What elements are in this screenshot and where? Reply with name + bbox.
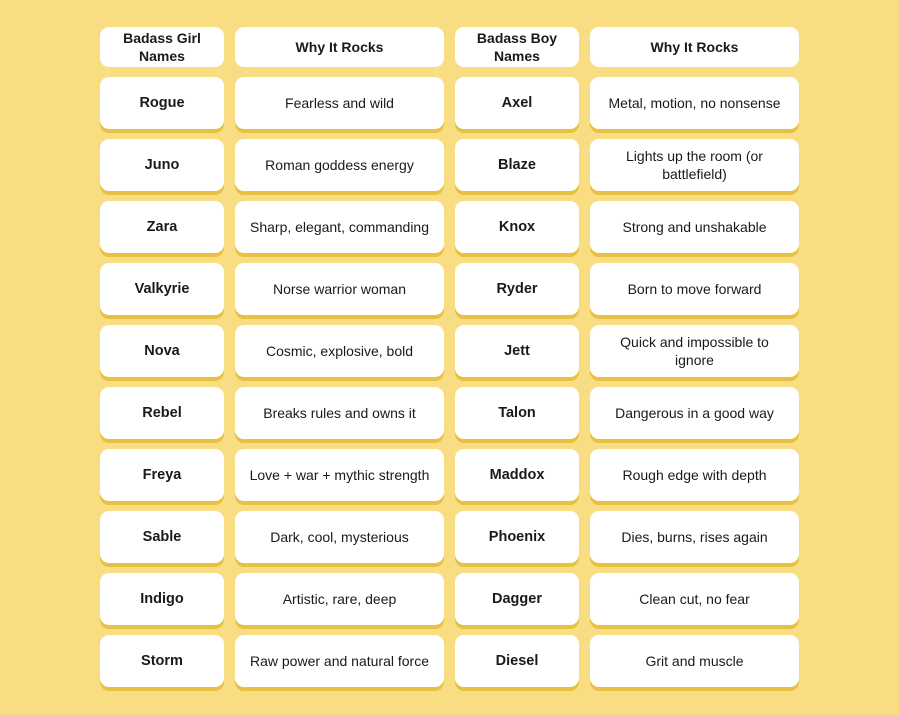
boy-why-cell: Quick and impossible to ignore [590,325,799,377]
girl-name-cell: Sable [100,511,224,563]
boy-name-cell: Phoenix [455,511,579,563]
girl-name-cell: Rebel [100,387,224,439]
girl-why-cell: Sharp, elegant, commanding [235,201,444,253]
boy-why-cell: Metal, motion, no nonsense [590,77,799,129]
boy-name-cell: Ryder [455,263,579,315]
girl-why-cell: Dark, cool, mysterious [235,511,444,563]
boy-why-cell: Dangerous in a good way [590,387,799,439]
boy-why-cell: Lights up the room (or battlefield) [590,139,799,191]
boy-name-cell: Maddox [455,449,579,501]
boy-name-cell: Axel [455,77,579,129]
names-table [100,27,799,687]
boy-why-cell: Born to move forward [590,263,799,315]
boy-why-cell: Rough edge with depth [590,449,799,501]
header-girl-names: Badass Girl Names [100,27,224,67]
girl-why-cell: Fearless and wild [235,77,444,129]
boy-name-cell: Jett [455,325,579,377]
girl-name-cell: Indigo [100,573,224,625]
boy-name-cell: Dagger [455,573,579,625]
girl-name-cell: Valkyrie [100,263,224,315]
header-boy-why: Why It Rocks [590,27,799,67]
boy-name-cell: Knox [455,201,579,253]
girl-name-cell: Juno [100,139,224,191]
girl-name-cell: Zara [100,201,224,253]
girl-why-cell: Artistic, rare, deep [235,573,444,625]
girl-why-cell: Breaks rules and owns it [235,387,444,439]
boy-name-cell: Talon [455,387,579,439]
girl-why-cell: Raw power and natural force [235,635,444,687]
boy-why-cell: Clean cut, no fear [590,573,799,625]
girl-why-cell: Cosmic, explosive, bold [235,325,444,377]
boy-why-cell: Strong and unshakable [590,201,799,253]
boy-why-cell: Dies, burns, rises again [590,511,799,563]
boy-name-cell: Blaze [455,139,579,191]
girl-name-cell: Storm [100,635,224,687]
girl-name-cell: Rogue [100,77,224,129]
header-boy-names: Badass Boy Names [455,27,579,67]
header-girl-why: Why It Rocks [235,27,444,67]
girl-why-cell: Love + war + mythic strength [235,449,444,501]
boy-name-cell: Diesel [455,635,579,687]
girl-name-cell: Nova [100,325,224,377]
boy-why-cell: Grit and muscle [590,635,799,687]
girl-why-cell: Norse warrior woman [235,263,444,315]
girl-why-cell: Roman goddess energy [235,139,444,191]
girl-name-cell: Freya [100,449,224,501]
